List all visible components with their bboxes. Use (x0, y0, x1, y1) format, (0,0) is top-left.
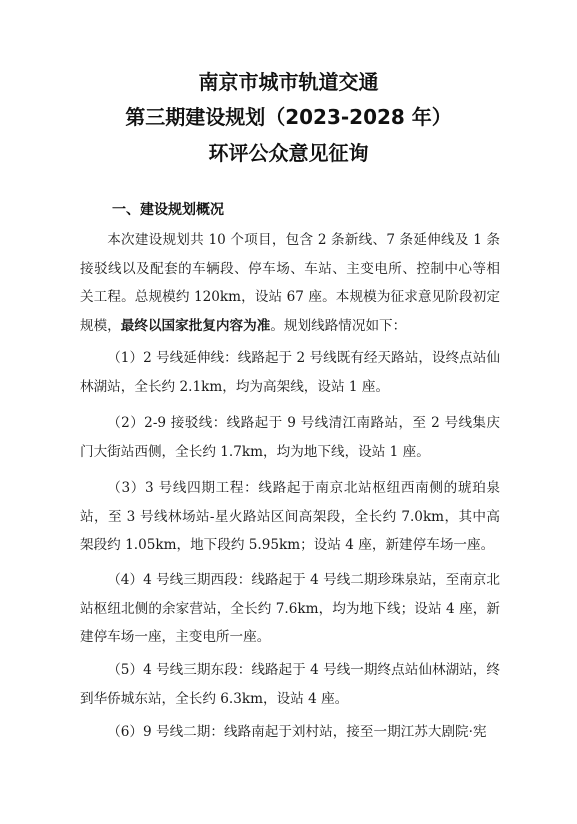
line-item-5: （5）4 号线三期东段：线路起于 4 号线一期终点站仙林湖站，终到华侨城东站，全长约 6.3km，设站 4 座。 (80, 662, 500, 707)
intro-paragraph (80, 226, 500, 340)
intro-text: 本次建设规划共 10 个项目，包含 2 条新线、7 条延伸线及 1 条接驳线以及配套的车辆段、停车场、车站、主变电所、控制中心等相关工程。总规模约 120km，设站 67 座。本规模为征求意见阶段初定规模， (80, 232, 500, 334)
document-title-line-3: 环评公众意见征询 (208, 141, 369, 165)
line-item-1: （1）2 号线延伸线：线路起于 2 号线既有经天路站，设终点站仙林湖站，全长约 2.1km，均为高架线，设站 1 座。 (80, 350, 500, 395)
line-item-3: （3）3 号线四期工程：线路起于南京北站枢纽西南侧的琥珀泉站，至 3 号线林场站-星火路站区间高架段，全长约 7.0km，其中高架段约 1.05km，地下段约 5.95km；设站 4 座，新建停车场一座。 (80, 480, 500, 553)
intro-bold-note: 最终以国家批复内容为准 (120, 317, 271, 334)
intro-text-end: 。规划线路情况如下： (270, 317, 407, 334)
line-item-4: （4）4 号线三期西段：线路起于 4 号线二期珍珠泉站，至南京北站枢纽北侧的余家营站，全长约 7.6km，均为地下线；设站 4 座，新建停车场一座，主变电所一座。 (80, 572, 500, 645)
section-heading: 一、建设规划概况 (112, 202, 224, 218)
line-item-2: （2）2-9 接驳线：线路起于 9 号线清江南路站，至 2 号线集庆门大街站西侧，全长约 1.7km，均为地下线，设站 1 座。 (80, 415, 500, 460)
document-title-line-2: 第三期建设规划（2023-2028 年） (125, 105, 452, 129)
document-title-line-1: 南京市城市轨道交通 (198, 70, 379, 94)
line-item-6: （6）9 号线二期：线路南起于刘村站，接至一期江苏大剧院·宪 (107, 724, 487, 740)
